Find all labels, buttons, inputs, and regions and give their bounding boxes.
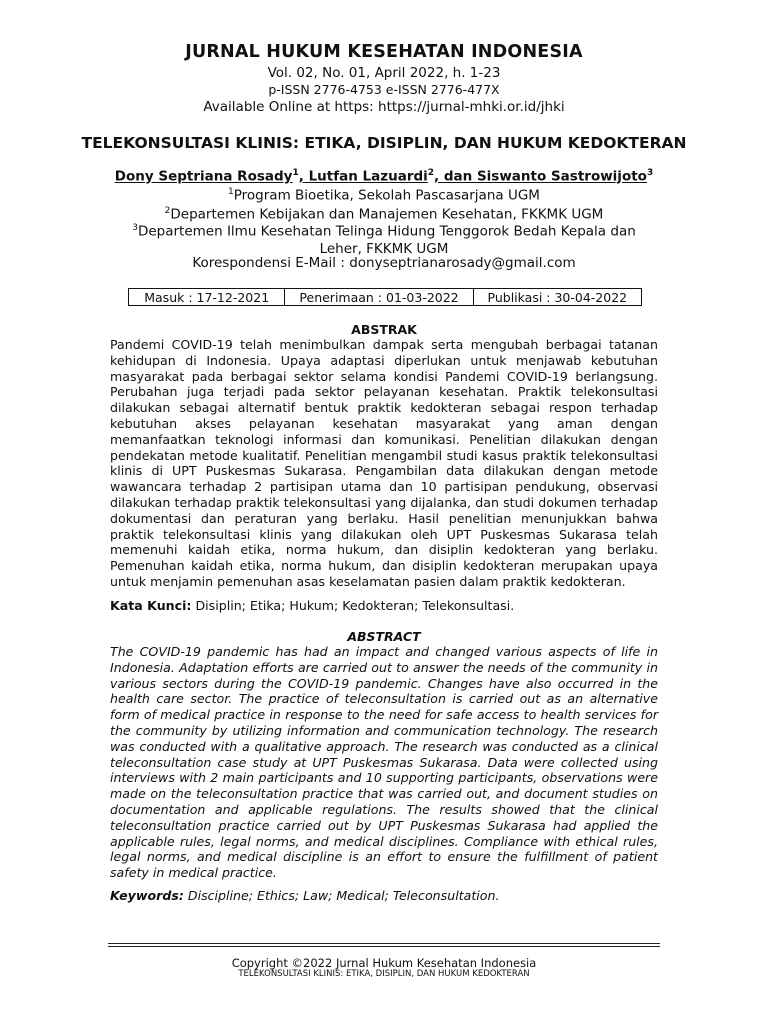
keywords-label: Kata Kunci: — [110, 598, 192, 613]
affiliation-mark: 3 — [132, 223, 138, 233]
author-list — [0, 168, 768, 185]
author-affiliation-mark: 3 — [646, 168, 654, 178]
author-affiliation-mark: 2 — [427, 168, 435, 178]
journal-name: JURNAL HUKUM KESEHATAN INDONESIA — [185, 42, 583, 62]
affiliation-1 — [110, 184, 658, 205]
affiliation-text: Program Bioetika, Sekolah Pascasarjana UGM — [233, 187, 540, 204]
published-date: Publikasi : 30-04-2022 — [487, 289, 628, 305]
journal-volume: Vol. 02, No. 01, April 2022, h. 1-23 — [267, 65, 501, 81]
accepted-date: Penerimaan : 01-03-2022 — [285, 289, 473, 305]
author-separator: , dan — [434, 168, 477, 185]
article-dates-table — [128, 288, 642, 306]
affiliation-text: Departemen Kebijakan dan Manajemen Kesehatan, FKKMK UGM — [170, 206, 604, 223]
author-name: Lutfan Lazuardi — [308, 168, 428, 185]
keywords-list: Discipline; Ethics; Law; Medical; Teleconsultation. — [183, 888, 500, 903]
journal-online-url: Available Online at https: https://jurnal-mhki.or.id/jhki — [203, 99, 565, 115]
keywords-id — [110, 598, 658, 613]
paper-title: TELEKONSULTASI KLINIS: ETIKA, DISIPLIN, DAN HUKUM KEDOKTERAN — [81, 134, 687, 152]
copyright-notice: Copyright ©2022 Jurnal Hukum Kesehatan Indonesia — [231, 956, 537, 970]
abstract-id-text: Pandemi COVID-19 telah menimbulkan dampak serta mengubah berbagai tatanan kehidupan di Indonesia. Upaya adaptasi diperlukan untuk menjawab kebutuhan masyarakat pada berbagai sektor selama kondisi Pandemi COVID-19 berlangsung. Perubahan juga terjadi pada sektor pelayanan kesehatan. Praktik telekonsultasi dilakukan sebagai alternatif bentuk praktik kedokteran sebagai respon terhadap kebutuhan akses pelayanan kesehatan masyarakat yang aman dengan memanfaatkan teknologi informasi dan komunikasi. Penelitian dilakukan dengan pendekatan metode kualitatif. Penelitian mengambil studi kasus praktik telekonsultasi klinis di UPT Puskesmas Sukarasa. Pengambilan data dilakukan dengan metode wawancara terhadap 2 partisipan utama dan 10 partisipan pendukung, observasi dilakukan terhadap praktik telekonsultasi yang dijalanka, dan studi dokumen terhadap dokumentasi dan peraturan yang berlaku. Hasil penelitian menunjukkan bahwa praktik telekonsultasi klinis yang dilakukan oleh UPT Puskesmas Sukarasa telah memenuhi kaidah etika, norma hukum, dan disiplin kedokteran yang berlaku. Pemenuhan kaidah etika, norma hukum, dan disiplin kedokteran merupakan upaya untuk menjamin pemenuhan asas keselamatan pasien dalam praktik kedokteran. — [110, 337, 658, 589]
author-affiliation-mark: 1 — [292, 168, 299, 178]
abstract-id-heading: ABSTRAK — [351, 322, 417, 337]
abstract-en-heading: ABSTRACT — [347, 629, 421, 644]
affiliation-3 — [110, 220, 658, 258]
author-name: Siswanto Sastrowijoto — [476, 168, 647, 185]
abstract-en-text: The COVID-19 pandemic has had an impact and changed various aspects of life in Indonesia. Adaptation efforts are carried out to answer the needs of the community in various sectors during the COVID-19 pandemic. Changes have also occurred in the health care sector. The practice of teleconsultation is carried out as an alternative form of medical practice in response to the need for safe access to health services for the community by utilizing information and communication technology. The research was conducted with a qualitative approach. The research was conducted as a clinical teleconsultation case study at UPT Puskesmas Sukarasa. Data were collected using interviews with 2 main participants and 10 supporting participants, observations were made on the teleconsultation practice that was carried out, and document studies on documentation and applicable regulations. The results showed that the clinical teleconsultation practice carried out by UPT Puskesmas Sukarasa had applied the applicable rules, legal norms, and medical disciplines. Compliance with ethical rules, legal norms, and medical discipline is an effort to ensure the fulfillment of patient safety in medical practice. — [110, 644, 658, 881]
journal-issn: p-ISSN 2776-4753 e-ISSN 2776-477X — [268, 82, 500, 97]
keywords-label: Keywords: — [110, 888, 184, 903]
keywords-list: Disiplin; Etika; Hukum; Kedokteran; Telekonsultasi. — [191, 598, 515, 613]
correspondence-email: Korespondensi E-Mail : donyseptrianarosady@gmail.com — [192, 255, 576, 271]
affiliation-mark: 1 — [228, 187, 234, 197]
keywords-en — [110, 888, 658, 903]
footer-divider — [108, 943, 660, 944]
affiliation-text: Departemen Ilmu Kesehatan Telinga Hidung Tenggorok Bedah Kepala dan Leher, FKKMK UGM — [137, 223, 636, 257]
author-separator: , — [298, 168, 309, 185]
received-date: Masuk : 17-12-2021 — [129, 289, 285, 305]
author-name: Dony Septriana Rosady — [114, 168, 293, 185]
affiliation-mark: 2 — [164, 206, 171, 216]
footer-divider — [108, 946, 660, 947]
running-title: TELEKONSULTASI KLINIS: ETIKA, DISIPLIN, DAN HUKUM KEDOKTERAN — [238, 969, 530, 979]
